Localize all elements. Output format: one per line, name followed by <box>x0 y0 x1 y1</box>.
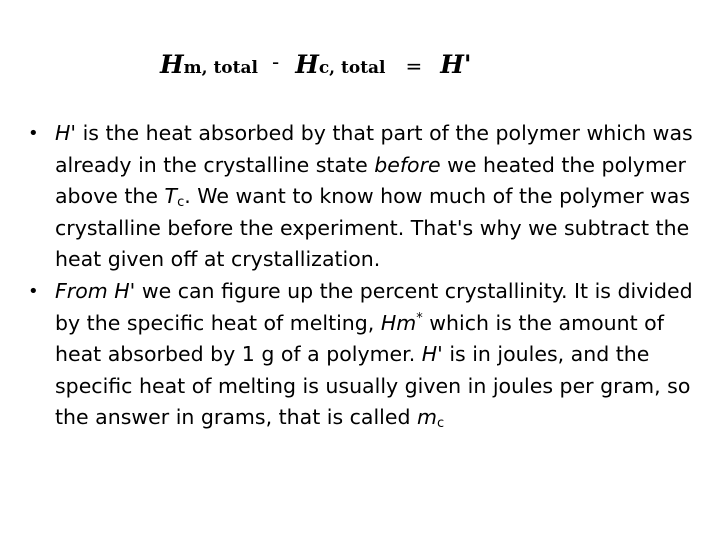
before-term: before <box>374 152 441 177</box>
hm-subscript: m, total <box>183 58 258 78</box>
bullet-dot-icon: • <box>28 280 39 302</box>
tc-variable: T <box>164 184 178 209</box>
bullet-list <box>28 118 700 434</box>
bullet-dot-icon: • <box>28 123 39 144</box>
minus-sign: - <box>271 50 280 74</box>
mc-subscript: c <box>437 416 445 432</box>
from-h-prime-term: From H' <box>55 278 136 303</box>
h-prime-term: H' <box>55 121 77 145</box>
h-prime-term-2: H' <box>421 342 443 367</box>
bullet-1-text-b: we heated the polymer above the <box>55 152 686 209</box>
bullet-2-text-a: we can figure up the percent crystallinity. It is divided by the specific heat of melting, <box>55 278 693 335</box>
hm-star: * <box>416 310 423 326</box>
equation <box>160 50 472 83</box>
bullet-2-text-b: which is the amount of heat absorbed by 1 g of a polymer. <box>55 310 664 367</box>
h-prime-result: H' <box>440 50 472 79</box>
bullet-1-text-a: is the heat absorbed by that part of the polymer which was already in the crystalline state <box>55 121 693 177</box>
equals-sign: = <box>405 54 423 78</box>
bullet-item-crystallinity <box>28 276 700 434</box>
hm-variable: H <box>160 50 184 79</box>
bullet-item-h-prime <box>28 118 700 276</box>
bullet-2-text-c: is in joules, and the specific heat of melting is usually given in joules per gram, so the answer in grams, that is called <box>55 342 691 430</box>
tc-subscript: c <box>177 195 185 211</box>
hm-term: Hm <box>380 310 417 335</box>
bullet-1-text-c: . We want to know how much of the polymer was crystalline before the experiment. That's why we subtract the heat given off at crystallization. <box>55 184 691 272</box>
hc-variable: H <box>295 50 319 79</box>
hc-subscript: c, total <box>318 58 386 78</box>
mc-variable: m <box>417 405 437 430</box>
